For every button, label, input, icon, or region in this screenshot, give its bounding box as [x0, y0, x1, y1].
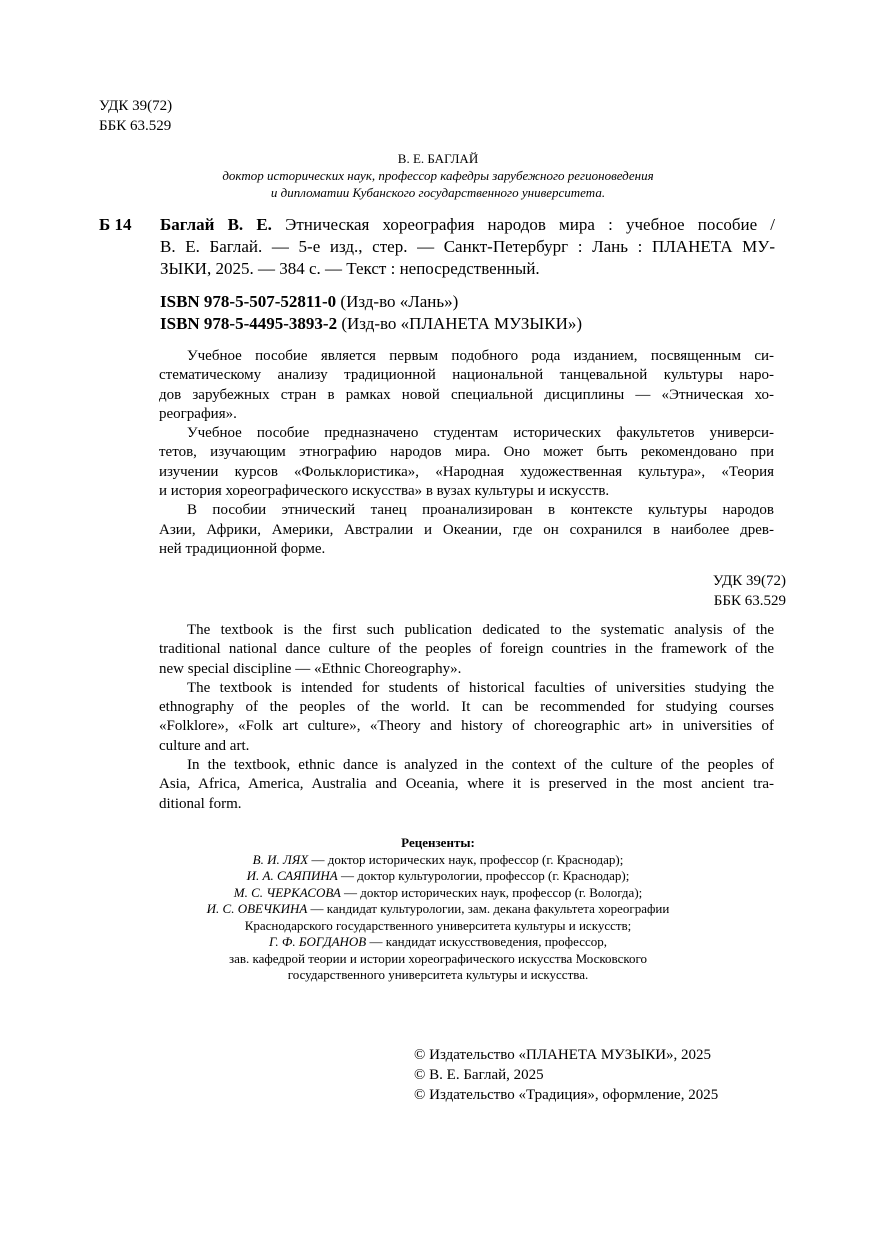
reviewer-name: И. А. САЯПИНА: [246, 868, 338, 883]
abstract-line: изучении курсов «Фольклористика», «Народная художественная культура», «Теория: [159, 463, 774, 480]
abstract-line: In the textbook, ethnic dance is analyzed in the context of the culture of the peoples of: [187, 757, 774, 774]
biblio-line: В. Е. Баглай. — 5-е изд., стер. — Санкт-Петербург : Лань : ПЛАНЕТА МУ-: [160, 237, 775, 256]
abstract-line: ethnography of the peoples of the world. It can be recommended for studying courses: [159, 699, 774, 716]
reviewers-block: [0, 835, 876, 984]
reviewer-text: зав. кафедрой теории и истории хореографического искусства Московского: [228, 950, 648, 966]
reviewer-line: [0, 934, 876, 951]
reviewers-title: Рецензенты:: [401, 835, 475, 850]
isbn-line: [160, 291, 582, 313]
reviewer-name: И. С. ОВЕЧКИНА: [206, 901, 308, 916]
reviewer-text: — доктор исторических наук, профессор (г. Вологда);: [340, 884, 643, 900]
bbk-code: ББК 63.529: [713, 593, 786, 609]
copyright-block: [414, 1045, 718, 1105]
reviewer-text: Краснодарского государственного университета культуры и искусств;: [244, 917, 632, 933]
reviewer-line: [0, 885, 876, 902]
udk-code: УДК 39(72): [99, 98, 173, 114]
abstract-line: В пособии этнический танец проанализирован в контексте культуры народов: [187, 502, 774, 519]
abstract-line: тетов, изучающим этнографию народов мира. Оно может быть рекомендовано при: [159, 444, 774, 461]
abstract-line: Учебное пособие предназначено студентам исторических факультетов универси-: [187, 425, 774, 442]
reviewer-line: [0, 951, 876, 968]
abstract-line: culture and art.: [159, 737, 250, 754]
reviewer-line: [0, 901, 876, 918]
abstract-line: traditional national dance culture of the peoples of foreign countries in the framework of the: [159, 641, 774, 658]
reviewer-line: [0, 868, 876, 885]
abstract-russian: [159, 347, 774, 559]
reviewer-line: [0, 852, 876, 869]
bbk-code: ББК 63.529: [99, 118, 172, 134]
biblio-title: Этническая хореография народов мира : учебное пособие /: [271, 215, 775, 234]
isbn-publisher: (Изд-во «Лань»): [336, 292, 459, 311]
abstract-line: ditional form.: [159, 795, 242, 812]
abstract-line: стематическому анализу традиционной национальной танцевальной культуры наро-: [159, 367, 774, 384]
abstract-line: ней традиционной форме.: [159, 540, 326, 557]
isbn-publisher: (Изд-во «ПЛАНЕТА МУЗЫКИ»): [337, 314, 583, 333]
reviewer-text: — кандидат культурологии, зам. декана факультета хореографии: [307, 901, 670, 916]
abstract-line: и история хореографического искусства» в вузах культуры и искусств.: [159, 483, 610, 500]
abstract-line: «Folklore», «Folk art culture», «Theory and history of choreographic art» in universities of: [159, 718, 774, 735]
reviewer-text: — доктор культурологии, профессор (г. Краснодар);: [337, 868, 630, 883]
bibliographic-record: [160, 214, 775, 280]
abstract-line: Азии, Африки, Америки, Австралии и Океании, где он сохранился в наиболее древ-: [159, 521, 774, 538]
udk-code: УДК 39(72): [712, 573, 786, 589]
abstract-english: [159, 621, 774, 814]
copyright-line: © В. Е. Баглай, 2025: [414, 1067, 544, 1083]
copyright-line: © Издательство «Традиция», оформление, 2025: [414, 1087, 719, 1103]
author-description: [0, 167, 876, 201]
reviewer-line: [0, 918, 876, 935]
author-name: В. Е. БАГЛАЙ: [397, 151, 479, 166]
udk-block-right: [713, 571, 786, 611]
reviewer-line: [0, 967, 876, 984]
isbn-line: [160, 313, 582, 335]
abstract-line: Учебное пособие является первым подобного рода изданием, посвященным си-: [187, 348, 774, 364]
abstract-line: The textbook is intended for students of historical faculties of universities studying the: [187, 679, 774, 696]
abstract-line: The textbook is the first such publication dedicated to the systematic analysis of the: [187, 622, 774, 638]
catalog-code: Б 14: [99, 215, 132, 234]
biblio-line: [160, 214, 775, 236]
reviewer-text: — кандидат искусствоведения, профессор,: [366, 934, 607, 949]
isbn-number: ISBN 978-5-4495-3893-2: [160, 314, 338, 333]
reviewer-text: государственного университета культуры и искусства.: [287, 967, 589, 982]
abstract-line: new special discipline — «Ethnic Choreography».: [159, 660, 462, 677]
reviewer-name: М. С. ЧЕРКАСОВА: [233, 884, 341, 900]
biblio-line: ЗЫКИ, 2025. — 384 с. — Текст : непосредственный.: [160, 259, 540, 278]
author-desc-line: и дипломатии Кубанского государственного университета.: [270, 185, 606, 200]
isbn-number: ISBN 978-5-507-52811-0: [160, 292, 337, 311]
author-desc-line: доктор исторических наук, профессор кафедры зарубежного регионоведения: [222, 168, 654, 183]
abstract-line: Asia, Africa, America, Australia and Oceania, where it is preserved in the most ancient tra-: [159, 776, 774, 793]
reviewer-text: — доктор исторических наук, профессор (г. Краснодар);: [308, 851, 624, 867]
reviewer-name: Г. Ф. БОГДАНОВ: [269, 934, 367, 949]
abstract-line: дов зарубежных стран в рамках новой специальной дисциплины — «Этническая хо-: [159, 386, 774, 403]
udk-block-top: [99, 96, 172, 136]
reviewer-name: В. И. ЛЯХ: [252, 851, 309, 867]
copyright-line: © Издательство «ПЛАНЕТА МУЗЫКИ», 2025: [414, 1047, 712, 1063]
abstract-line: реография».: [159, 405, 237, 422]
isbn-block: [160, 291, 582, 335]
biblio-author: Баглай В. Е.: [160, 215, 272, 234]
